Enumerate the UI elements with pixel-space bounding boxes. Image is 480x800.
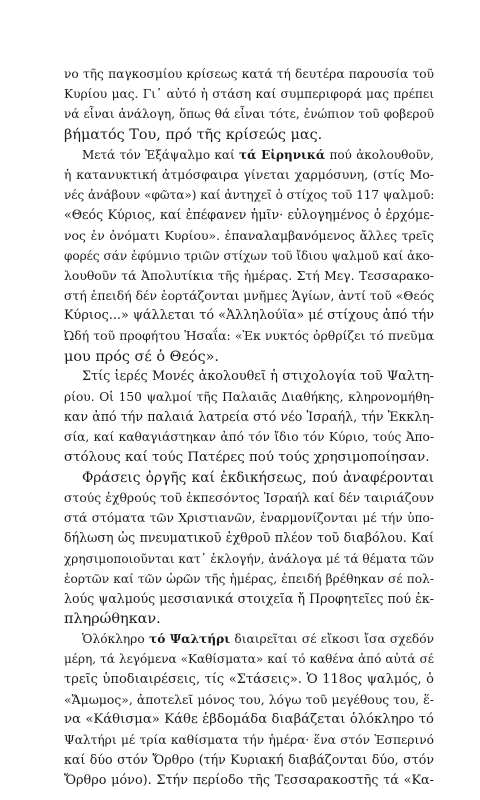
text-line: λουθοῦν τά Ἀπολυτίκια τῆς ἡμέρας. Στή Μεγ. Τεσσαρακο-: [64, 267, 434, 283]
text-line: Στίς ἱερές Μονές ἀκολουθεῖ ἡ στιχολογία τοῦ Ψαλτη-: [82, 368, 434, 384]
text-line: Φράσεις ὀργῆς καί ἐκδικήσεως, πού ἀναφέρονται: [82, 469, 434, 486]
text-line: τρεῖς ὑποδιαιρέσεις, τίς «Στάσεις». Ὁ 118ος ψαλμός, ὁ: [64, 671, 434, 687]
text-line: στά στόματα τῶν Χριστιανῶν, ἐναρμονίζονται μέ τήν ὑπο-: [64, 511, 434, 526]
text-line: καί δύο στόν Ὄρθρο (τήν Κυριακή διαβάζονται δύο, στόν: [64, 752, 434, 768]
text-line: σία, καί καθαγιάστηκαν ἀπό τόν ἴδιο τόν Κύριο, τούς Ἀπο-: [64, 430, 434, 445]
text-line: Κυρίου μας. Γι᾿ αὐτό ἡ στάση καί συμπεριφορά μας πρέπει: [64, 87, 434, 102]
text-line: νο τῆς παγκοσμίου κρίσεως κατά τή δευτέρα παρουσία τοῦ: [64, 67, 434, 81]
text-line: καν ἀπό τήν παλαιά λατρεία στό νέο Ἰσραήλ, τήν Ἐκκλη-: [64, 409, 434, 425]
text-line: να «Κάθισμα» Κάθε ἑβδομάδα διαβάζεται ὁλόκληρο τό: [64, 712, 434, 727]
text-line: Κύριος...» ψάλλεται τό «Ἀλληλούϊα» μέ στίχους ἀπό τήν: [64, 308, 434, 324]
text-line: λούς ψαλμούς μεσσιανικά στοιχεῖα ἤ Προφητεῖες πού ἐκ-: [64, 590, 434, 606]
text-line: στούς ἐχθρούς τοῦ ἐκπεσόντος Ἰσραήλ καί δέν ταιριάζουν: [64, 489, 434, 505]
text-line: «Ἄμωμος», ἀποτελεῖ μόνος του, λόγω τοῦ μεγέθους του, ἕ-: [64, 691, 434, 707]
text-line: βήματός Του, πρό τῆς κρίσεώς μας.: [64, 126, 323, 143]
text-line: Ψαλτήρι μέ τρία καθίσματα τήν ἡμέρα· ἕνα στόν Ἑσπερινό: [64, 733, 434, 748]
text-line: νος ἐν ὀνόματι Κυρίου». ἐπαναλαμβανόμενος ἄλλες τρεῖς: [64, 227, 434, 243]
bold-phrase: τό Ψαλτήρι: [149, 632, 231, 647]
text-line: «Θεός Κύριος, καί ἐπέφανεν ἡμῖν· εὐλογημένος ὁ ἐρχόμε-: [64, 207, 434, 223]
text-line: νά εἶναι ἀνάλογη, ὅπως θά εἶναι τότε, ἐνώπιον τοῦ φοβεροῦ: [64, 107, 434, 122]
text-line: ἡ κατανυκτική ἀτμόσφαιρα γίνεται χαρμόσυνη, (στίς Μο-: [64, 166, 434, 182]
text-line: στή ἐπειδή δέν ἑορτάζονται μνῆμες Ἁγίων, ἀντί τοῦ «Θεός: [64, 288, 435, 304]
text-line: ἑορτῶν καί τῶν ὡρῶν τῆς ἡμέρας, ἐπειδή βρέθηκαν σέ πολ-: [64, 571, 434, 586]
text-line: Ὠδή τοῦ προφήτου Ἡσαΐα: «Ἐκ νυκτός ὀρθρίζει τό πνεῦμα: [64, 328, 434, 344]
text-line: Ὁλόκληρο τό Ψαλτήρι διαιρεῖται σέ εἴκοσι ἴσα σχεδόν: [82, 632, 434, 647]
text-line: μέρη, τά λεγόμενα «Καθίσματα» καί τό καθένα ἀπό αὐτά σέ: [64, 652, 434, 667]
text-line: ρίου. Οἱ 150 ψαλμοί τῆς Παλαιᾶς Διαθήκης, κληρονομήθη-: [64, 390, 434, 404]
text-line: στόλους καί τούς Πατέρες πού τούς χρησιμοποίησαν.: [64, 449, 430, 465]
text-line: φορές σάν ἐφύμνιο τριῶν στίχων τοῦ ἴδιου ψαλμοῦ καί ἀκο-: [64, 248, 434, 263]
bold-phrase: τά Εἰρηνικά: [239, 147, 326, 162]
text-line: μου πρός σέ ὁ Θεός».: [64, 348, 220, 365]
text-line: χρησιμοποιοῦνται κατ᾿ ἐκλογήν, ἀνάλογα μέ τά θέματα τῶν: [64, 551, 434, 566]
text-line: Μετά τόν Ἑξάψαλμο καί τά Εἰρηνικά πού ἀκολουθοῦν,: [82, 147, 434, 162]
text-line: Ὄρθρο μόνο). Στήν περίοδο τῆς Τεσσαρακοστῆς τά «Κα-: [64, 772, 434, 788]
text-line: πληρώθηκαν.: [64, 611, 161, 628]
text-line: δήλωση ὡς πνευματικοῦ ἐχθροῦ πλέον τοῦ διαβόλου. Καί: [64, 530, 434, 546]
text-line: νές ἀνάβουν «φῶτα») καί ἀντηχεῖ ὁ στίχος τοῦ 117 ψαλμοῦ:: [64, 188, 435, 203]
